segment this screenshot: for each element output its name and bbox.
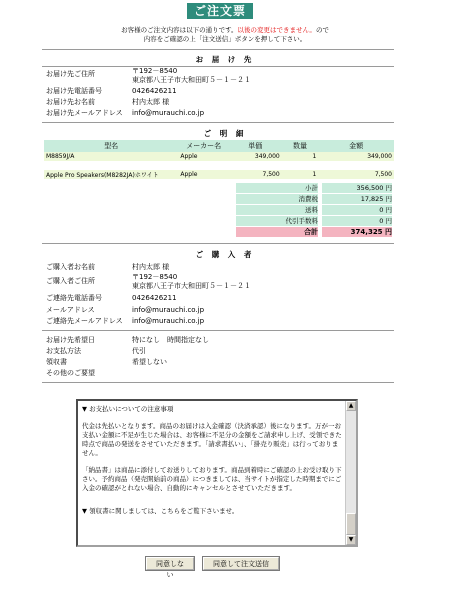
items-header-row	[44, 140, 394, 152]
intro-line1-post: ので	[315, 26, 329, 34]
notes-scrollbar[interactable]	[345, 401, 356, 545]
summary-cod-fee-label: 代引手数料	[236, 216, 318, 226]
details-section-title: ご 明 細	[203, 129, 247, 138]
delivery-date-value: 特になし 時間指定なし	[132, 336, 209, 344]
divider	[42, 49, 394, 50]
table-spacer	[44, 161, 394, 170]
buyer-name-label: ご購入者お名前	[46, 263, 95, 271]
buyer-address-label: ご購入者ご住所	[46, 277, 95, 285]
delivery-phone: 0426426211	[132, 87, 177, 95]
delivery-name: 村内太郎 様	[132, 98, 170, 106]
header-maker: メーカー名	[178, 140, 229, 152]
items-table	[44, 140, 394, 179]
buyer-email-label: メールアドレス	[46, 306, 95, 314]
divider	[42, 330, 394, 331]
delivery-section-title: お 届 け 先	[195, 55, 255, 64]
summary-tax-value: 17,825 円	[322, 194, 392, 204]
summary-tax-label: 消費税	[236, 194, 318, 204]
payment-value: 代引	[132, 347, 146, 355]
header-model: 型名	[44, 140, 178, 152]
summary-shipping	[236, 205, 394, 215]
intro-warning: 以後の変更はできません。	[237, 26, 316, 34]
receipt-label: 領収書	[46, 358, 67, 366]
summary-total-label: 合計	[236, 227, 318, 237]
item-price: 349,000	[229, 152, 282, 161]
buyer-phone-label: ご連絡先電話番号	[46, 294, 102, 302]
item-amount: 7,500	[318, 170, 394, 179]
table-row	[44, 170, 394, 179]
summary-subtotal-label: 小計	[236, 183, 318, 193]
buyer-postal: 〒192－8540	[132, 273, 178, 281]
request-label: その他のご要望	[46, 369, 95, 377]
scroll-down-arrow-icon[interactable]: ▼	[346, 535, 356, 545]
disagree-button[interactable]: 同意しない	[146, 557, 194, 570]
delivery-name-label: お届け先お名前	[46, 98, 95, 106]
delivery-date-label: お届け先希望日	[46, 336, 95, 344]
item-maker: Apple	[178, 170, 229, 179]
buyer-email: info@murauchi.co.jp	[132, 306, 205, 314]
delivery-address: 東京都八王子市大和田町５－１－２１	[132, 76, 251, 84]
intro-line2: 内容をご確認の上「注文送信」ボタンを押して下さい。	[143, 35, 307, 43]
receipt-value: 希望しない	[132, 358, 167, 366]
intro-text	[0, 26, 450, 44]
item-qty: 1	[282, 152, 319, 161]
buyer-address: 東京都八王子市大和田町５－１－２１	[132, 282, 251, 290]
buyer-phone: 0426426211	[132, 294, 177, 302]
buyer-contact-email-label: ご連絡先メールアドレス	[46, 317, 123, 325]
delivery-phone-label: お届け先電話番号	[46, 87, 102, 95]
summary-subtotal	[236, 183, 394, 193]
buyer-section-title: ご 購 入 者	[195, 250, 255, 259]
page-title: ご注文票	[187, 3, 253, 19]
notes-content	[82, 405, 344, 524]
header-qty: 数量	[282, 140, 319, 152]
divider	[42, 122, 394, 123]
summary-tax	[236, 194, 394, 204]
delivery-postal: 〒192－8540	[132, 67, 178, 75]
summary-subtotal-value: 356,500 円	[322, 183, 392, 193]
notes-heading: ▼ お支払いについての注意事項	[82, 405, 174, 413]
notes-paragraph-2: 「納品書」は商品に添付してお送りしております。商品到着時にご確認の上お受け取り下さい。予約商品（発売開始前の商品）につきましては、当サイトが指定した時期までにご入金の確認がとれない場合、自動的にキャンセルとさせていただきます。	[82, 466, 342, 492]
header-price: 単価	[229, 140, 282, 152]
intro-line1-pre: お客様のご注文内容は以下の通りです。	[121, 26, 238, 34]
delivery-address-label: お届け先ご住所	[46, 70, 95, 78]
notes-paragraph-1: 代金は先払いとなります。商品のお届けは入金確認（決済承認）後になります。万が一お支払い金額に不足が生じた場合は、お客様に不足分の金額をご請求申し上げ、受領できた時点で商品の発送をさせていただきます。「請求書払い」、「掛売り販売」は行っておりません。	[82, 422, 342, 457]
item-amount: 349,000	[318, 152, 394, 161]
summary-cod-fee-value: 0 円	[322, 216, 392, 226]
scroll-up-arrow-icon[interactable]: ▲	[346, 401, 356, 411]
buyer-contact-email: info@murauchi.co.jp	[132, 317, 205, 325]
summary-shipping-value: 0 円	[322, 205, 392, 215]
item-price: 7,500	[229, 170, 282, 179]
notes-receipt-link[interactable]: ▼ 領収書に関しましては、こちらをご覧下さいませ。	[82, 507, 239, 515]
payment-notes-textarea[interactable]	[76, 399, 358, 547]
item-qty: 1	[282, 170, 319, 179]
summary-shipping-label: 送料	[236, 205, 318, 215]
payment-label: お支払方法	[46, 347, 81, 355]
item-model: M8859J/A	[44, 152, 178, 161]
header-amount: 金額	[318, 140, 394, 152]
summary-total-value: 374,325 円	[322, 227, 392, 237]
delivery-email: info@murauchi.co.jp	[132, 109, 205, 117]
item-model: Apple Pro Speakers(M8282JA)ホワイト	[44, 170, 178, 179]
summary-total	[236, 227, 394, 237]
buyer-name: 村内太郎 様	[132, 263, 170, 271]
divider	[42, 382, 394, 383]
agree-send-button[interactable]: 同意して注文送信	[203, 557, 279, 570]
divider	[42, 66, 394, 67]
scroll-thumb[interactable]	[346, 513, 356, 535]
item-maker: Apple	[178, 152, 229, 161]
delivery-email-label: お届け先メールアドレス	[46, 109, 123, 117]
divider	[42, 243, 394, 244]
table-row	[44, 152, 394, 161]
summary-cod-fee	[236, 216, 394, 226]
